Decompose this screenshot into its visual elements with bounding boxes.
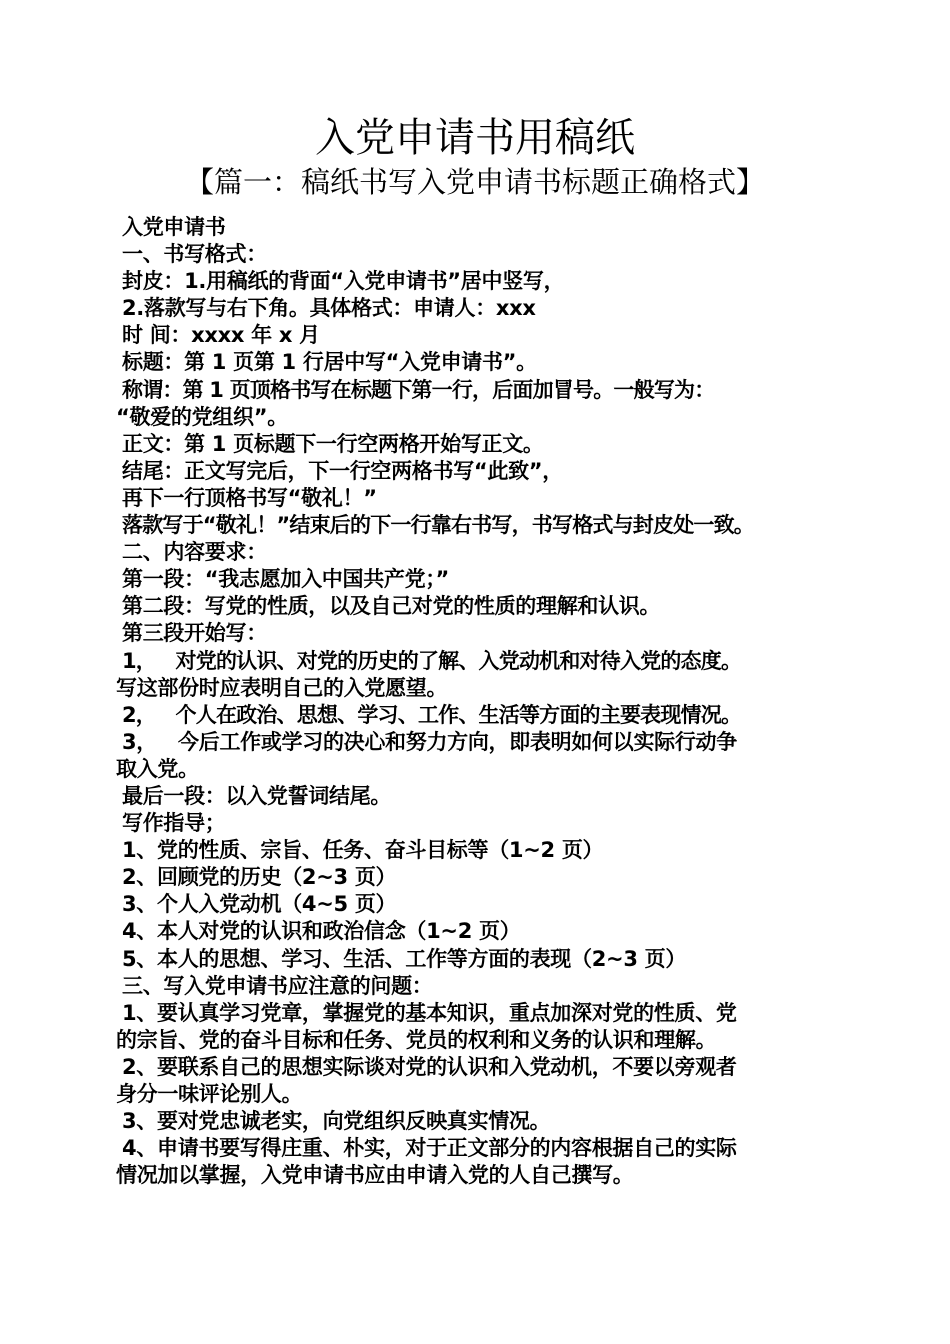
body-line: 落款写于“敬礼！”结束后的下一行靠右书写，书写格式与封皮处一致。 (122, 513, 755, 538)
body-line: 2、回顾党的历史（2~3 页） (122, 865, 397, 890)
body-line: 正文：第 1 页标题下一行空两格开始写正文。 (122, 431, 544, 456)
document-body (116, 214, 856, 1189)
body-line: 入党申请书 (122, 215, 226, 239)
body-line: 1， 对党的认识、对党的历史的了解、入党动机和对待入党的态度。 (122, 648, 742, 673)
body-line: 写作指导； (122, 811, 226, 836)
body-line: 2.落款写与右下角。具体格式：申请人：xxx (122, 296, 536, 321)
body-line: 第二段：写党的性质，以及自己对党的性质的理解和认识。 (122, 594, 661, 619)
body-line: 身分一味评论别人。 (116, 1082, 303, 1106)
body-line: 2， 个人在政治、思想、学习、工作、生活等方面的主要表现情况。 (122, 702, 742, 727)
document-title: 入党申请书用稿纸 (315, 115, 635, 161)
body-line: 4、申请书要写得庄重、朴实，对于正文部分的内容根据自己的实际 (122, 1136, 737, 1161)
body-line: 4、本人对党的认识和政治信念（1~2 页） (122, 919, 521, 944)
body-line: 一、书写格式： (122, 242, 267, 267)
body-line: 第三段开始写： (122, 621, 267, 646)
body-line: 5、本人的思想、学习、生活、工作等方面的表现（2~3 页） (122, 946, 687, 971)
body-line: 三、写入党申请书应注意的问题： (122, 973, 433, 998)
body-line: 3， 今后工作或学习的决心和努力方向，即表明如何以实际行动争 (122, 729, 737, 754)
body-line: 标题：第 1 页第 1 行居中写“入党申请书”。 (122, 350, 537, 375)
body-line: 情况加以掌握，入党申请书应由申请入党的人自己撰写。 (116, 1163, 634, 1188)
body-line: 2、要联系自己的思想实际谈对党的认识和入党动机，不要以旁观者 (122, 1054, 737, 1079)
body-line: 再下一行顶格书写“敬礼！” (122, 485, 377, 510)
body-line: 1、要认真学习党章，掌握党的基本知识，重点加深对党的性质、党 (122, 1000, 737, 1025)
body-line: 第一段：“我志愿加入中国共产党；” (122, 567, 450, 592)
body-line: 称谓：第 1 页顶格书写在标题下第一行，后面加冒号。一般写为： (122, 377, 715, 402)
body-line: 二、内容要求： (122, 540, 267, 565)
body-line: 3、个人入党动机（4~5 页） (122, 892, 397, 917)
body-line: 的宗旨、党的奋斗目标和任务、党员的权利和义务的认识和理解。 (116, 1027, 717, 1052)
body-line: 取入党。 (116, 756, 199, 781)
body-line: 封皮：1.用稿纸的背面“入党申请书”居中竖写， (122, 269, 565, 294)
body-line: “敬爱的党组织”。 (116, 404, 288, 429)
body-line: 3、要对党忠诚老实，向党组织反映真实情况。 (122, 1109, 551, 1134)
document-subtitle: 【篇一：稿纸书写入党申请书标题正确格式】 (184, 165, 765, 199)
body-line: 1、党的性质、宗旨、任务、奋斗目标等（1~2 页） (122, 838, 604, 863)
body-line: 写这部份时应表明自己的入党愿望。 (116, 675, 448, 700)
body-line: 时 间：xxxx 年 x 月 (122, 323, 320, 348)
body-line: 结尾：正文写完后，下一行空两格书写“此致”， (122, 458, 564, 483)
body-line: 最后一段：以入党誓词结尾。 (122, 783, 392, 808)
